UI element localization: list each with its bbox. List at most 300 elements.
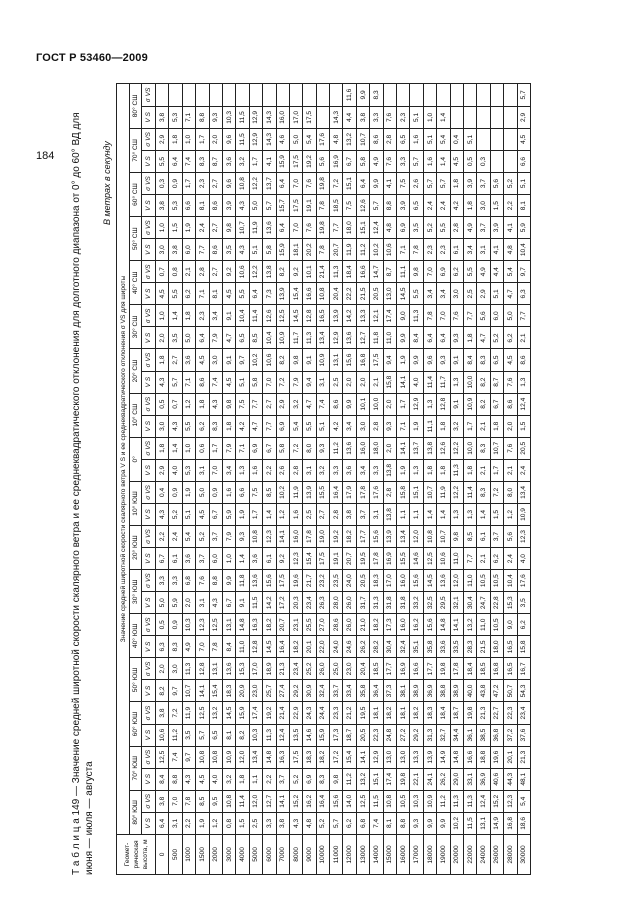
value-cell: 8,4 — [222, 636, 235, 658]
value-cell: 1,0 — [156, 217, 169, 239]
value-cell: 18,4 — [437, 702, 450, 724]
value-cell: 2,8 — [289, 459, 302, 481]
value-cell: 7,8 — [316, 195, 329, 217]
value-cell: 1,8 — [463, 195, 476, 217]
value-cell: 4,0 — [209, 768, 222, 790]
altitude-cell: 13000 — [356, 834, 369, 874]
altitude-cell: 12000 — [343, 834, 356, 874]
value-cell: 17,6 — [370, 481, 383, 503]
value-cell: 4,6 — [276, 128, 289, 150]
value-cell: 6,2 — [182, 283, 195, 305]
value-cell: 3,4 — [463, 239, 476, 261]
value-cell: 3,7 — [276, 768, 289, 790]
table-row — [437, 84, 450, 875]
value-cell: 15,4 — [209, 680, 222, 702]
value-cell: 35,8 — [423, 636, 436, 658]
value-cell: 3,5 — [517, 592, 530, 614]
value-cell — [423, 84, 436, 107]
value-cell: 4,5 — [156, 283, 169, 305]
value-cell — [437, 84, 450, 107]
value-cell: 1,8 — [463, 459, 476, 481]
value-cell: 13,8 — [423, 437, 436, 459]
mean-speed-header: V S — [142, 548, 156, 570]
value-cell: 14,1 — [276, 790, 289, 812]
value-cell: 12,6 — [356, 195, 369, 217]
value-cell: 8,1 — [383, 812, 396, 834]
value-cell: 15,9 — [236, 702, 249, 724]
value-cell: 3,2 — [222, 768, 235, 790]
value-cell: 14,8 — [437, 614, 450, 636]
value-cell: 2,9 — [156, 459, 169, 481]
value-cell: 5,0 — [504, 305, 517, 327]
value-cell: 6,5 — [236, 327, 249, 349]
value-cell: 13,6 — [222, 658, 235, 680]
value-cell: 20,5 — [370, 283, 383, 305]
value-cell: 13,6 — [437, 570, 450, 592]
value-cell: 38,5 — [477, 724, 490, 746]
value-cell: 3,7 — [477, 217, 490, 239]
value-cell: 7,6 — [450, 305, 463, 327]
value-cell: 15,1 — [343, 173, 356, 195]
value-cell: 5,2 — [490, 327, 503, 349]
value-cell: 3,3 — [169, 570, 182, 592]
value-cell: 11,8 — [370, 327, 383, 349]
value-cell: 14,3 — [330, 106, 343, 128]
table-row — [263, 84, 276, 875]
altitude-cell: 10000 — [316, 834, 329, 874]
value-cell: 4,9 — [370, 150, 383, 172]
value-cell: 2,0 — [156, 327, 169, 349]
value-cell — [490, 128, 503, 150]
value-cell: 6,7 — [209, 503, 222, 525]
value-cell: 12,4 — [477, 790, 490, 812]
value-cell: 11,4 — [463, 481, 476, 503]
value-cell: 20,5 — [517, 437, 530, 459]
value-cell: 3,6 — [343, 459, 356, 481]
value-cell: 1,8 — [196, 393, 209, 415]
value-cell: 44,3 — [504, 768, 517, 790]
value-cell: 9,3 — [450, 327, 463, 349]
value-cell: 7,1 — [182, 106, 195, 128]
value-cell: 3,0 — [477, 195, 490, 217]
value-cell: 10,8 — [423, 526, 436, 548]
value-cell — [209, 84, 222, 107]
value-cell: 14,1 — [397, 437, 410, 459]
value-cell: 13,2 — [463, 614, 476, 636]
value-cell: 16,9 — [330, 150, 343, 172]
value-cell: 8,8 — [397, 812, 410, 834]
table-row — [249, 84, 262, 875]
value-cell: 7,7 — [263, 415, 276, 437]
table-row — [276, 84, 289, 875]
value-cell: 13,5 — [289, 724, 302, 746]
value-cell: 10,9 — [463, 393, 476, 415]
value-cell: 6,4 — [356, 173, 369, 195]
value-cell: 5,0 — [249, 195, 262, 217]
value-cell: 11,7 — [437, 371, 450, 393]
value-cell: 25,5 — [303, 614, 316, 636]
value-cell: 6,2 — [343, 812, 356, 834]
value-cell: 10,8 — [383, 790, 396, 812]
value-cell: 1,7 — [249, 150, 262, 172]
value-cell: 17,7 — [356, 526, 369, 548]
value-cell: 18,9 — [263, 658, 276, 680]
value-cell: 21,7 — [303, 570, 316, 592]
value-cell: 14,8 — [263, 746, 276, 768]
value-cell: 9,2 — [289, 261, 302, 283]
value-cell: 16,6 — [463, 746, 476, 768]
std-dev-header: σ VS — [142, 305, 156, 327]
value-cell: 15,7 — [276, 195, 289, 217]
value-cell: 6,7 — [156, 548, 169, 570]
value-cell: 26,3 — [316, 592, 329, 614]
value-cell: 9,9 — [343, 393, 356, 415]
value-cell: 1,3 — [450, 503, 463, 525]
value-cell: 11,3 — [463, 790, 476, 812]
value-cell: 23,3 — [330, 702, 343, 724]
value-cell: 12,7 — [356, 327, 369, 349]
value-cell: 12,9 — [249, 106, 262, 128]
value-cell: 35,1 — [410, 636, 423, 658]
value-cell: 3,3 — [330, 459, 343, 481]
value-cell: 1,0 — [222, 548, 235, 570]
value-cell: 7,0 — [263, 371, 276, 393]
table-row — [450, 84, 463, 875]
value-cell: 24,0 — [330, 636, 343, 658]
value-cell: 22,8 — [490, 592, 503, 614]
value-cell: 13,6 — [343, 437, 356, 459]
value-cell: 11,9 — [289, 481, 302, 503]
value-cell: 6,2 — [450, 261, 463, 283]
value-cell: 11,0 — [236, 636, 249, 658]
value-cell: 2,8 — [383, 481, 396, 503]
value-cell: 9,8 — [289, 349, 302, 371]
value-cell: 20,5 — [356, 724, 369, 746]
value-cell: 7,9 — [209, 327, 222, 349]
altitude-cell: 1500 — [196, 834, 209, 874]
value-cell: 7,8 — [316, 239, 329, 261]
value-cell: 15,4 — [303, 548, 316, 570]
value-cell: 1,6 — [423, 150, 436, 172]
value-cell: 10,7 — [490, 437, 503, 459]
value-cell: 19,6 — [289, 570, 302, 592]
value-cell: 21,4 — [276, 702, 289, 724]
value-cell: 12,5 — [209, 614, 222, 636]
value-cell: 10,3 — [249, 724, 262, 746]
value-cell: 3,0 — [356, 415, 369, 437]
value-cell: 3,9 — [490, 217, 503, 239]
value-cell: 16,5 — [316, 305, 329, 327]
value-cell: 16,9 — [383, 548, 396, 570]
value-cell: 0,3 — [477, 150, 490, 172]
value-cell: 23,4 — [517, 702, 530, 724]
value-cell: 2,3 — [423, 239, 436, 261]
value-cell: 13,8 — [383, 503, 396, 525]
value-cell: 4,2 — [236, 415, 249, 437]
value-cell: 4,9 — [477, 261, 490, 283]
value-cell: 5,1 — [410, 106, 423, 128]
value-cell: 2,1 — [477, 415, 490, 437]
value-cell: 22,0 — [316, 636, 329, 658]
altitude-cell: 2000 — [209, 834, 222, 874]
value-cell: 13,8 — [383, 459, 396, 481]
value-cell: 2,5 — [330, 371, 343, 393]
value-cell: 13,4 — [316, 327, 329, 349]
value-cell: 13,3 — [410, 746, 423, 768]
value-cell: 21,3 — [276, 658, 289, 680]
value-cell: 0,9 — [169, 614, 182, 636]
value-cell: 8,2 — [276, 349, 289, 371]
value-cell: 0,3 — [156, 173, 169, 195]
value-cell: 2,1 — [517, 327, 530, 349]
mean-speed-header: V S — [142, 768, 156, 790]
value-cell: 7,5 — [236, 393, 249, 415]
value-cell: 7,7 — [463, 548, 476, 570]
value-cell: 15,6 — [330, 790, 343, 812]
std-dev-header: σ VS — [142, 790, 156, 812]
value-cell: 2,0 — [383, 437, 396, 459]
value-cell: 5,2 — [504, 173, 517, 195]
value-cell: 3,6 — [182, 548, 195, 570]
value-cell: 13,0 — [397, 746, 410, 768]
value-cell: 14,8 — [236, 614, 249, 636]
value-cell: 9,3 — [236, 526, 249, 548]
value-cell: 8,3 — [477, 437, 490, 459]
altitude-cell: 500 — [169, 834, 182, 874]
value-cell: 16,6 — [303, 283, 316, 305]
value-cell: 0,6 — [196, 437, 209, 459]
table-row — [289, 84, 302, 875]
value-cell: 1,4 — [169, 437, 182, 459]
value-cell — [450, 84, 463, 107]
value-cell: 5,8 — [263, 239, 276, 261]
value-cell: 2,9 — [276, 393, 289, 415]
value-cell: 6,4 — [423, 327, 436, 349]
value-cell: 2,8 — [196, 261, 209, 283]
value-cell: 37,6 — [517, 724, 530, 746]
value-cell: 13,4 — [249, 746, 262, 768]
value-cell: 1,7 — [463, 415, 476, 437]
value-cell: 15,9 — [276, 239, 289, 261]
value-cell: 6,8 — [356, 812, 369, 834]
latitude-header: 40° ЮШ — [130, 614, 142, 658]
value-cell: 34,4 — [450, 724, 463, 746]
value-cell: 15,5 — [316, 481, 329, 503]
value-cell: 3,8 — [356, 106, 369, 128]
value-cell: 10,4 — [517, 239, 530, 261]
value-cell: 1,8 — [490, 415, 503, 437]
value-cell: 1,8 — [222, 415, 235, 437]
value-cell: 10,9 — [423, 790, 436, 812]
value-cell: 19,8 — [316, 173, 329, 195]
value-cell: 3,5 — [222, 239, 235, 261]
value-cell: 7,7 — [517, 305, 530, 327]
value-cell: 2,7 — [209, 261, 222, 283]
value-cell: 5,8 — [356, 150, 369, 172]
value-cell: 24,8 — [383, 724, 396, 746]
value-cell: 16,0 — [276, 106, 289, 128]
std-dev-header: σ VS — [142, 128, 156, 150]
value-cell: 6,5 — [209, 724, 222, 746]
value-cell: 18,3 — [222, 680, 235, 702]
value-cell — [249, 84, 262, 107]
value-cell: 12,0 — [249, 790, 262, 812]
value-cell: 7,2 — [169, 702, 182, 724]
value-cell: 3,1 — [196, 592, 209, 614]
mean-speed-header: V S — [142, 327, 156, 349]
value-cell: 4,3 — [209, 592, 222, 614]
value-cell: 8,5 — [463, 526, 476, 548]
value-cell: 2,6 — [410, 173, 423, 195]
value-cell: 29,2 — [410, 724, 423, 746]
value-cell: 0,9 — [169, 481, 182, 503]
value-cell: 31,3 — [423, 724, 436, 746]
value-cell: 4,8 — [504, 239, 517, 261]
value-cell — [222, 84, 235, 107]
value-cell: 9,7 — [517, 261, 530, 283]
altitude-cell: 6000 — [263, 834, 276, 874]
value-cell: 27,4 — [276, 680, 289, 702]
value-cell: 1,4 — [169, 305, 182, 327]
value-cell: 22,2 — [343, 283, 356, 305]
value-cell: 12,2 — [450, 481, 463, 503]
value-cell: 18,2 — [383, 702, 396, 724]
value-cell: 15,4 — [343, 746, 356, 768]
value-cell: 3,0 — [209, 349, 222, 371]
value-cell — [196, 84, 209, 107]
value-cell: 11,4 — [249, 305, 262, 327]
value-cell: 19,8 — [316, 217, 329, 239]
value-cell: 33,6 — [437, 636, 450, 658]
value-cell: 4,2 — [330, 415, 343, 437]
value-cell: 17,8 — [450, 658, 463, 680]
value-cell: 4,1 — [490, 239, 503, 261]
value-cell: 18,2 — [316, 746, 329, 768]
value-cell: 6,7 — [222, 592, 235, 614]
value-cell: 4,3 — [236, 195, 249, 217]
value-cell: 11,3 — [182, 658, 195, 680]
value-cell: 6,9 — [276, 415, 289, 437]
value-cell: 13,2 — [343, 128, 356, 150]
value-cell: 10,5 — [490, 570, 503, 592]
value-cell: 5,5 — [182, 415, 195, 437]
value-cell: 17,4 — [249, 702, 262, 724]
value-cell: 15,6 — [423, 614, 436, 636]
value-cell: 3,4 — [343, 415, 356, 437]
altitude-cell: 3000 — [222, 834, 235, 874]
altitude-cell: 24000 — [477, 834, 490, 874]
value-cell: 5,7 — [517, 84, 530, 107]
value-cell: 1,8 — [236, 768, 249, 790]
table-row — [209, 84, 222, 875]
value-cell: 1,7 — [196, 128, 209, 150]
value-cell: 6,9 — [397, 217, 410, 239]
value-cell: 4,5 — [196, 349, 209, 371]
value-cell: 12,8 — [303, 305, 316, 327]
value-cell: 7,6 — [303, 173, 316, 195]
value-cell: 16,4 — [276, 636, 289, 658]
value-cell: 4,3 — [182, 768, 195, 790]
value-cell: 40,6 — [490, 768, 503, 790]
value-cell: 2,4 — [504, 548, 517, 570]
value-cell: 8,7 — [490, 371, 503, 393]
value-cell: 13,2 — [209, 702, 222, 724]
value-cell: 13,6 — [249, 570, 262, 592]
value-cell: 1,3 — [410, 459, 423, 481]
value-cell: 6,5 — [397, 128, 410, 150]
value-cell: 21,3 — [477, 702, 490, 724]
value-cell: 0,7 — [169, 393, 182, 415]
value-cell: 17,9 — [343, 481, 356, 503]
value-cell: 6,4 — [276, 173, 289, 195]
value-cell: 8,2 — [477, 393, 490, 415]
table-row — [303, 84, 316, 875]
value-cell: 17,2 — [276, 592, 289, 614]
value-cell: 7,6 — [504, 437, 517, 459]
value-cell: 8,2 — [236, 724, 249, 746]
value-cell: 3,6 — [249, 548, 262, 570]
value-cell: 14,7 — [370, 261, 383, 283]
value-cell: 10,6 — [236, 261, 249, 283]
value-cell: 10,2 — [276, 481, 289, 503]
value-cell — [490, 106, 503, 128]
value-cell: 18,5 — [477, 658, 490, 680]
value-cell: 3,8 — [156, 702, 169, 724]
value-cell: 11,4 — [236, 790, 249, 812]
value-cell: 17,4 — [383, 305, 396, 327]
table-caption: Т а б л и ц а 149 — Значение средней широтной скорости скалярного ветра и ее среднеквадратического отклонения для долготного диапазона от 0° до 60° ВД для июня — июля — августа — [71, 112, 95, 875]
value-cell: 3,9 — [397, 195, 410, 217]
value-cell: 12,9 — [370, 746, 383, 768]
altitude-cell: 16000 — [397, 834, 410, 874]
value-cell: 1,9 — [236, 503, 249, 525]
value-cell: 5,3 — [182, 459, 195, 481]
value-cell — [182, 84, 195, 107]
value-cell: 17,6 — [517, 570, 530, 592]
value-cell: 0,5 — [463, 150, 476, 172]
value-cell: 21,2 — [343, 702, 356, 724]
value-cell: 22,9 — [289, 702, 302, 724]
value-cell: 5,9 — [517, 217, 530, 239]
value-cell: 28,3 — [463, 636, 476, 658]
value-cell: 19,8 — [437, 658, 450, 680]
value-cell: 16,8 — [504, 812, 517, 834]
value-cell: 7,9 — [289, 371, 302, 393]
value-cell: 2,3 — [196, 305, 209, 327]
value-cell: 13,3 — [356, 305, 369, 327]
value-cell: 15,9 — [316, 724, 329, 746]
value-cell: 5,1 — [316, 415, 329, 437]
value-cell: 24,0 — [343, 570, 356, 592]
value-cell: 1,8 — [437, 415, 450, 437]
std-dev-header: σ VS — [142, 746, 156, 768]
value-cell: 9,9 — [423, 812, 436, 834]
value-cell: 4,4 — [490, 261, 503, 283]
value-cell: 11,2 — [169, 724, 182, 746]
value-cell: 1,9 — [182, 481, 195, 503]
value-cell: 1,2 — [209, 812, 222, 834]
value-cell: 33,5 — [450, 636, 463, 658]
std-dev-header: σ VS — [142, 658, 156, 680]
value-cell: 9,8 — [222, 217, 235, 239]
value-cell: 12,3 — [263, 526, 276, 548]
value-cell: 21,5 — [356, 283, 369, 305]
value-cell: 3,3 — [370, 106, 383, 128]
value-cell: 2,0 — [156, 658, 169, 680]
value-cell: 36,1 — [463, 724, 476, 746]
value-cell: 1,4 — [236, 548, 249, 570]
value-cell: 15,2 — [490, 790, 503, 812]
